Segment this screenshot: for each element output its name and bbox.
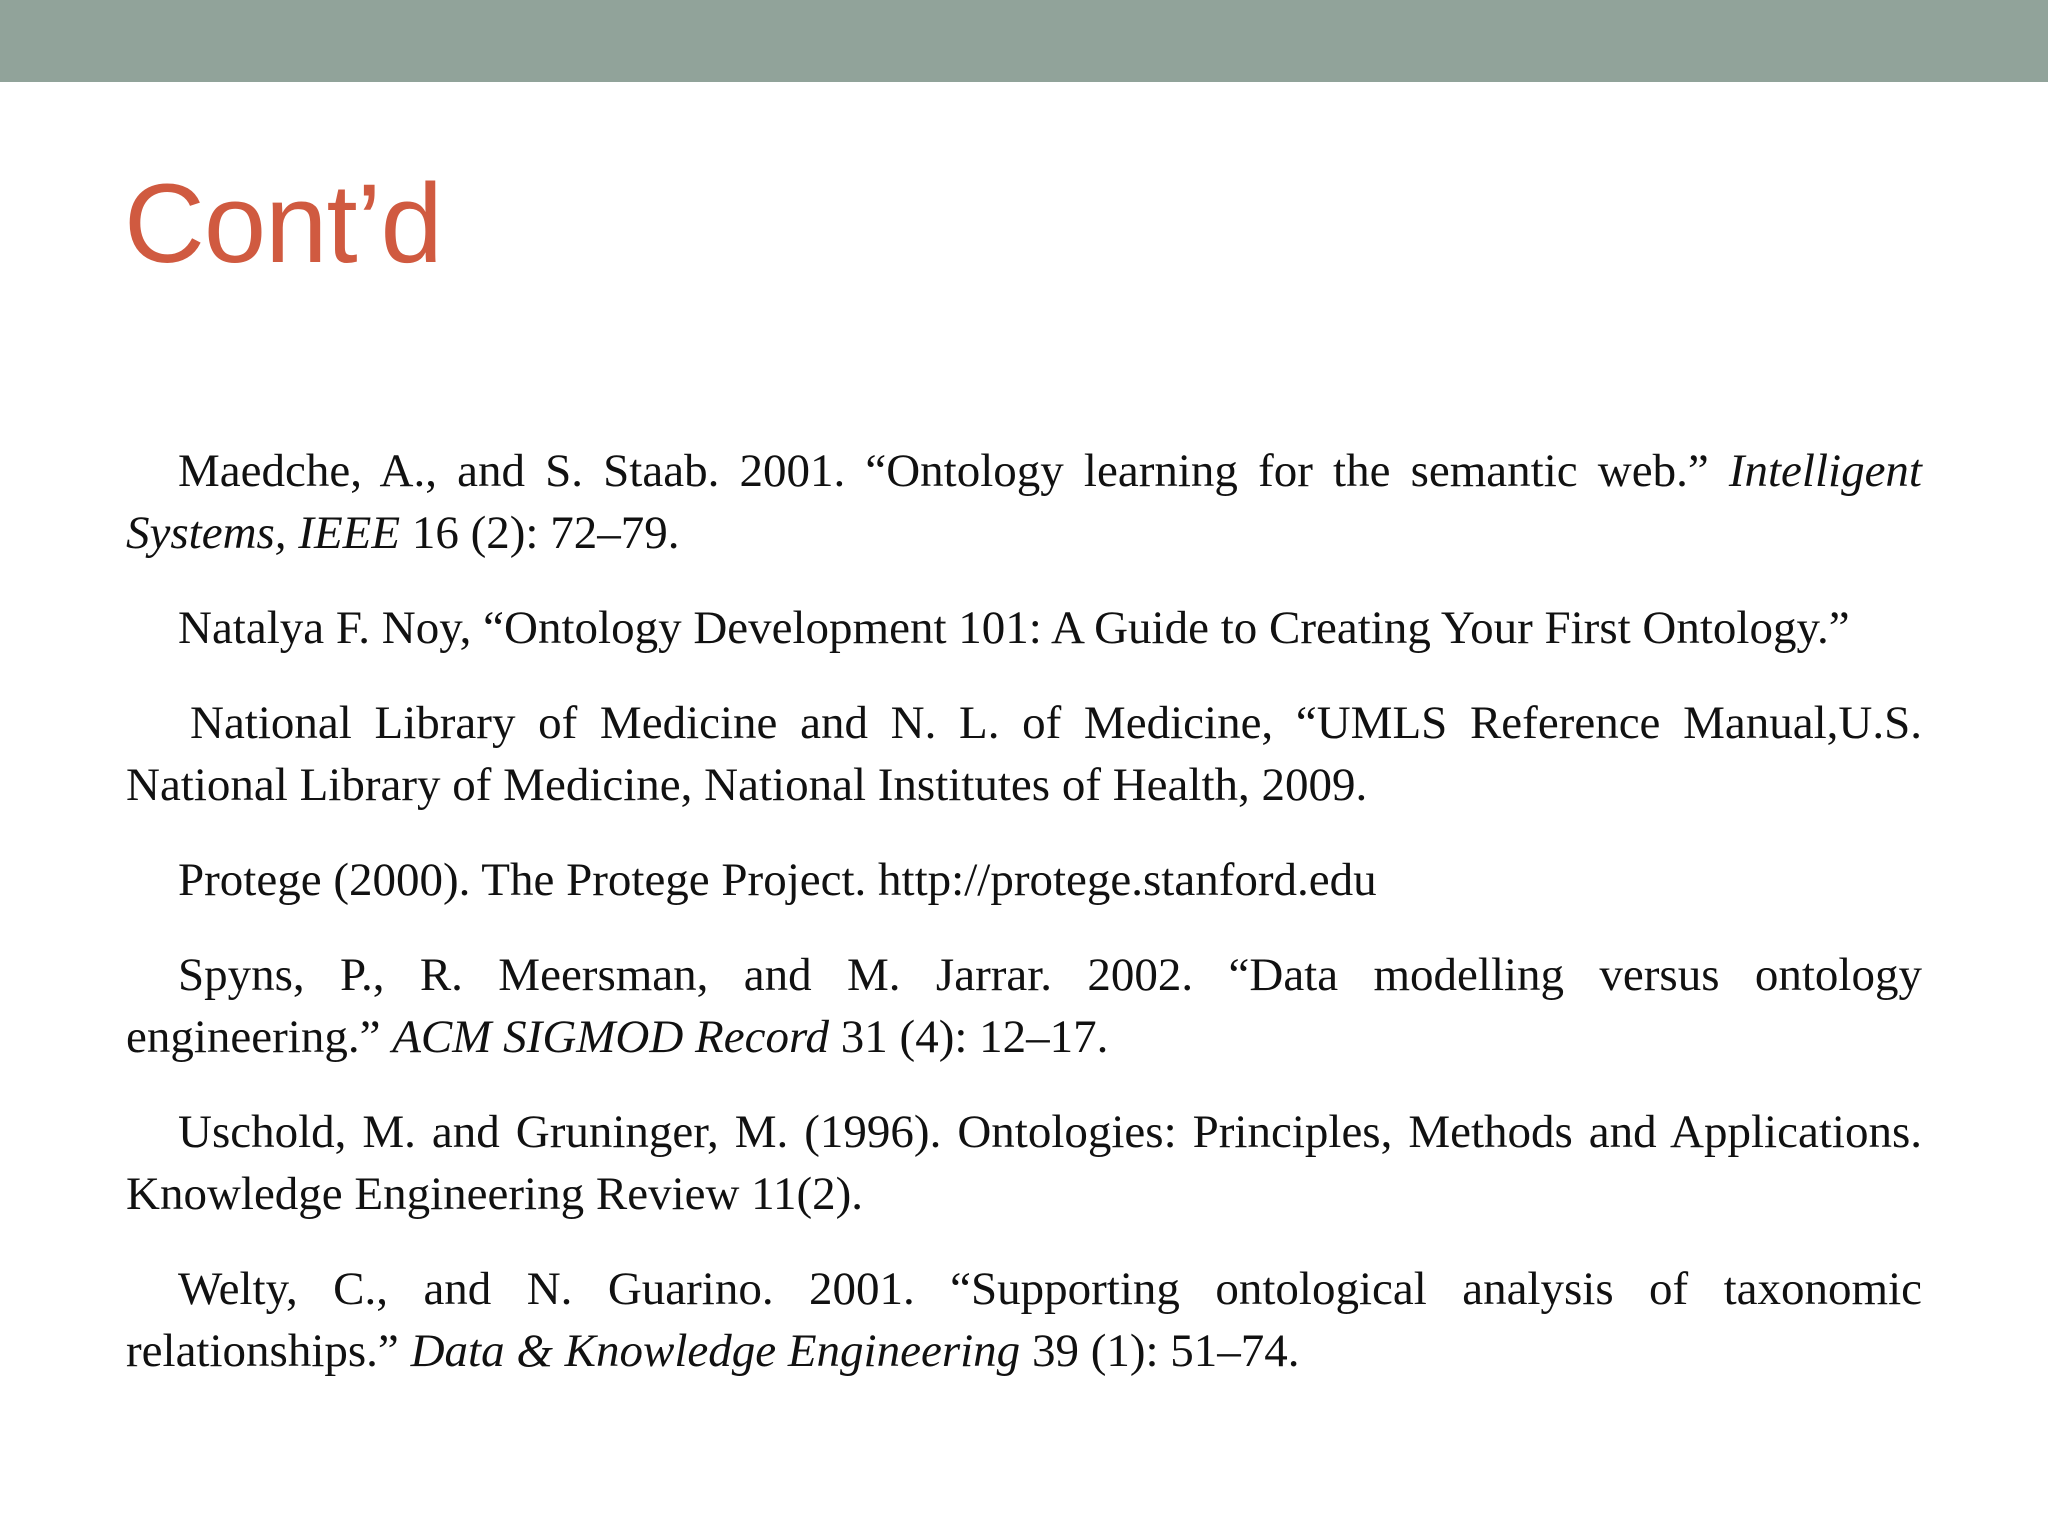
reference-text: Maedche, A., and S. Staab. 2001. “Ontology learning for the semantic web.” [178,445,1729,497]
reference-text: Natalya F. Noy, “Ontology Development 101: A Guide to Creating Your First Ontology.” [178,602,1850,654]
reference-uschold [126,1101,1922,1225]
reference-welty [126,1258,1922,1382]
reference-noy [126,597,1922,659]
reference-text: National Library of Medicine and N. L. of Medicine, “UMLS Reference Manual,U.S. National Library of Medicine, National Institutes of Health, 2009. [126,697,1922,811]
slide-title: Cont’d [124,161,442,286]
reference-protege [126,849,1922,911]
reference-spyns [126,944,1922,1068]
journal-title: ACM SIGMOD Record [392,1011,830,1063]
reference-text: Spyns, P., R. Meersman, and M. Jarrar. 2002. “Data modelling versus ontology engineering.” [126,949,1922,1063]
journal-title: Data & Knowledge Engineering [410,1325,1021,1377]
reference-nlm [126,692,1922,816]
reference-text: Protege (2000). The Protege Project. http://protege.stanford.edu [178,854,1377,906]
reference-text: Welty, C., and N. Guarino. 2001. “Supporting ontological analysis of taxonomic relationships.” [126,1263,1922,1377]
reference-text: 39 (1): 51–74. [1020,1325,1300,1377]
reference-text: Uschold, M. and Gruninger, M. (1996). Ontologies: Principles, Methods and Applications. Knowledge Engineering Review 11(2). [126,1106,1922,1220]
journal-title: Intelligent Systems, IEEE [126,445,1922,559]
top-accent-bar [0,0,2048,82]
reference-maedche [126,440,1922,564]
reference-text: 31 (4): 12–17. [829,1011,1109,1063]
reference-list [126,440,1922,1415]
reference-text: 16 (2): 72–79. [400,507,680,559]
